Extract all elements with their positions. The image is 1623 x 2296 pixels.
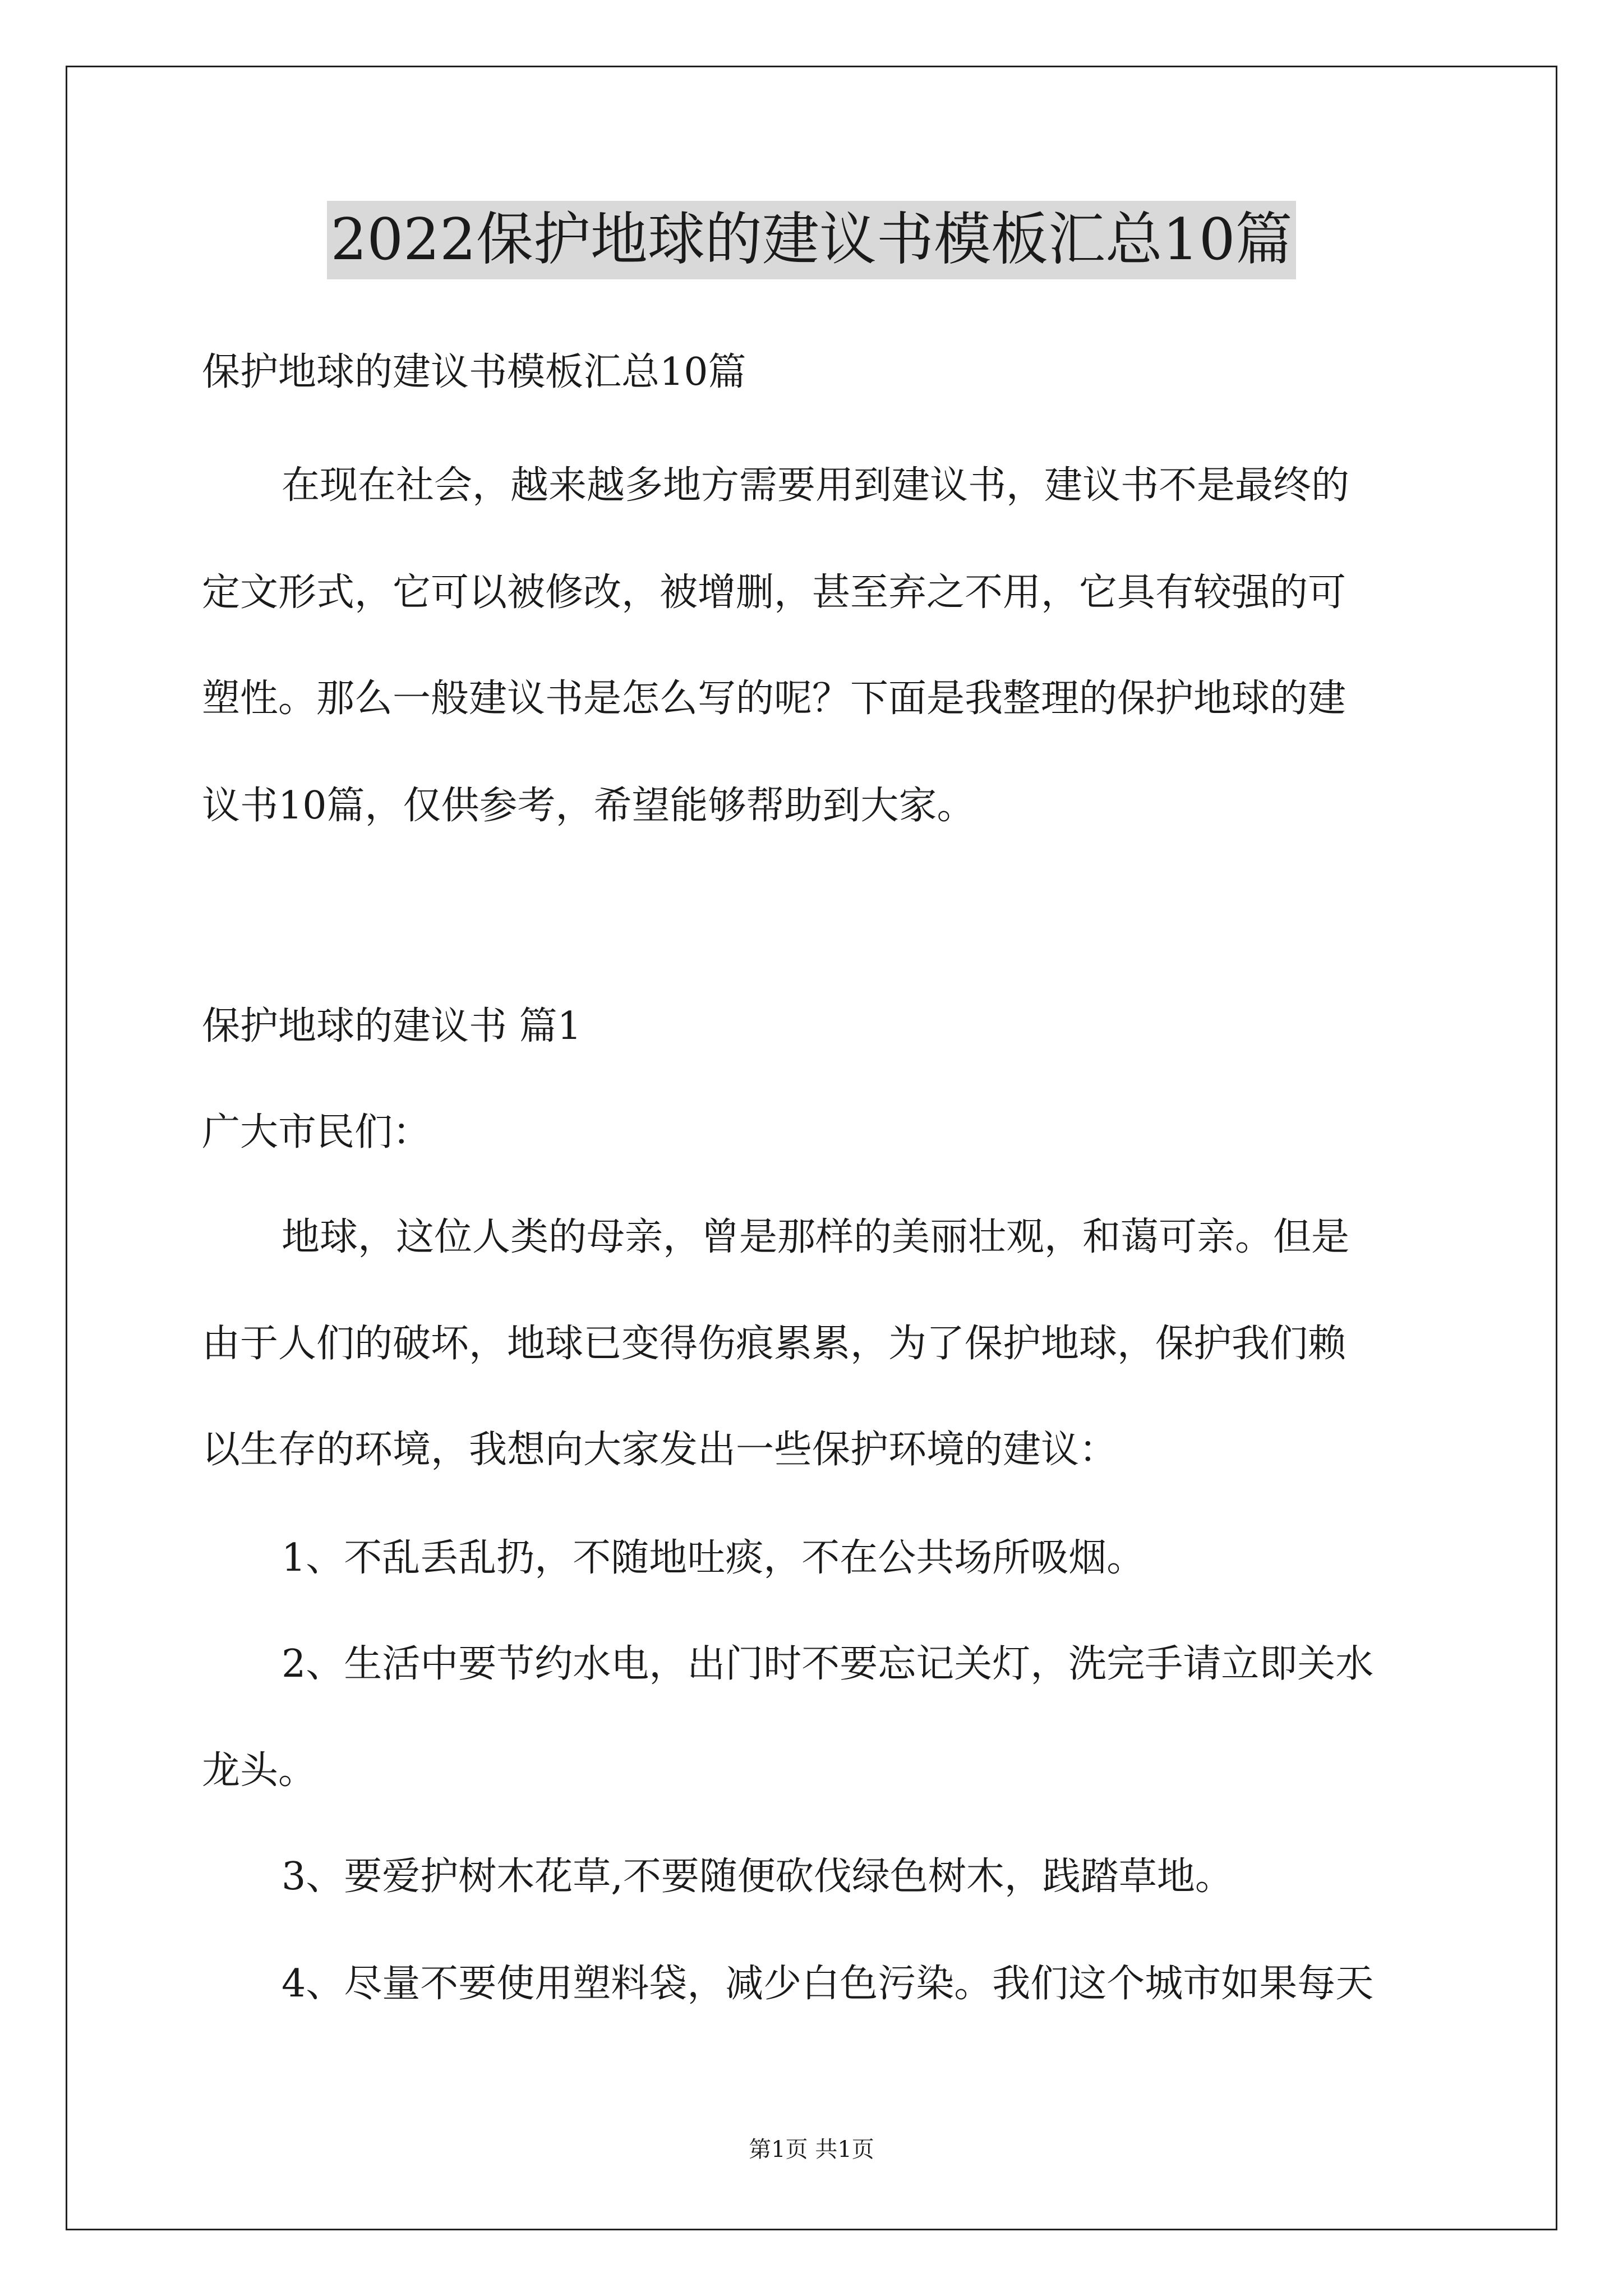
intro-line-2: 定文形式，它可以被修改，被增删，甚至弃之不用，它具有较强的可 xyxy=(202,570,1347,615)
title-container xyxy=(0,201,1623,279)
subtitle-line: 保护地球的建议书模板汇总10篇 xyxy=(202,350,746,394)
section-heading: 保护地球的建议书 篇1 xyxy=(202,1004,582,1048)
body-line-2: 由于人们的破坏，地球已变得伤痕累累，为了保护地球，保护我们赖 xyxy=(202,1322,1347,1366)
suggestion-3: 3、要爱护树木花草,不要随便砍伐绿色树木，践踏草地。 xyxy=(282,1855,1233,1899)
intro-line-4: 议书10篇，仅供参考，希望能够帮助到大家。 xyxy=(202,784,975,828)
suggestion-1: 1、不乱丢乱扔，不随地吐痰，不在公共场所吸烟。 xyxy=(282,1536,1145,1580)
page-footer: 第1页 共1页 xyxy=(749,2137,874,2162)
salutation: 广大市民们： xyxy=(202,1110,431,1154)
document-title: 2022保护地球的建议书模板汇总10篇 xyxy=(327,201,1295,279)
intro-line-3: 塑性。那么一般建议书是怎么写的呢？下面是我整理的保护地球的建 xyxy=(202,677,1347,721)
suggestion-2-cont: 龙头。 xyxy=(202,1749,317,1793)
suggestion-4: 4、尽量不要使用塑料袋，减少白色污染。我们这个城市如果每天 xyxy=(282,1962,1374,2006)
suggestion-2: 2、生活中要节约水电，出门时不要忘记关灯，洗完手请立即关水 xyxy=(282,1642,1374,1686)
intro-line-1: 在现在社会，越来越多地方需要用到建议书，建议书不是最终的 xyxy=(282,463,1350,508)
body-line-1: 地球，这位人类的母亲，曾是那样的美丽壮观，和蔼可亲。但是 xyxy=(282,1215,1350,1259)
body-line-3: 以生存的环境，我想向大家发出一些保护环境的建议： xyxy=(202,1428,1118,1472)
